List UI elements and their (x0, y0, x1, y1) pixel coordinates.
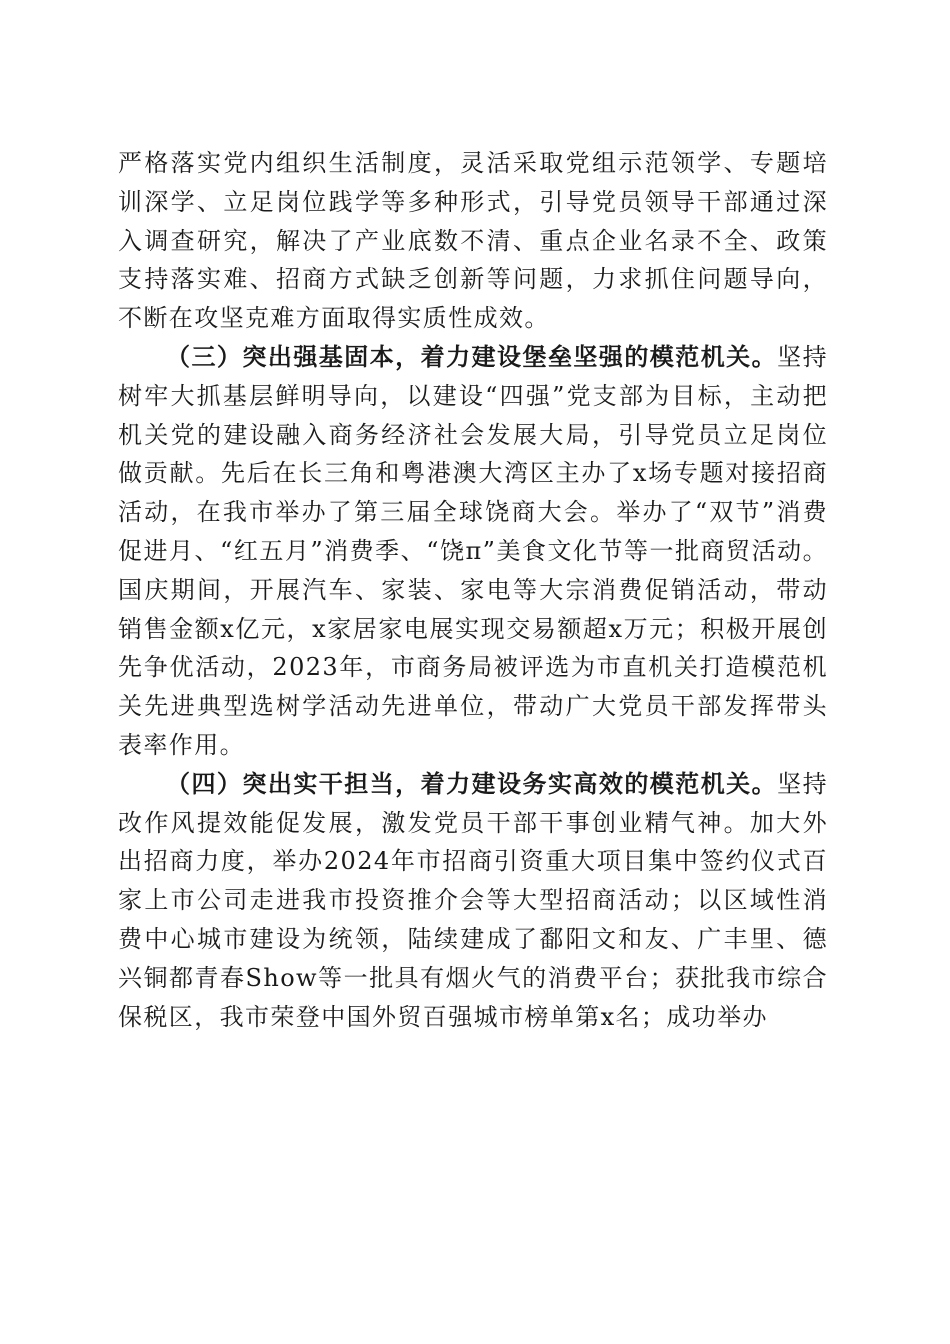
paragraph-continuation (118, 144, 828, 338)
paragraph-text: 坚持树牢大抓基层鲜明导向，以建设“四强”党支部为目标，主动把机关党的建设融入商务经济社会发展大局，引导党员立足岗位做贡献。先后在长三角和粤港澳大湾区主办了x场专题对接招商活动，在我市举办了第三届全球饶商大会。举办了“双节”消费促进月、“红五月”消费季、“饶π”美食文化节等一批商贸活动。国庆期间，开展汽车、家装、家电等大宗消费促销活动，带动销售金额x亿元，x家居家电展实现交易额超x万元；积极开展创先争优活动，2023年，市商务局被评选为市直机关打造模范机关先进典型选树学活动先进单位，带动广大党员干部发挥带头表率作用。 (118, 342, 828, 759)
paragraph-text: 严格落实党内组织生活制度，灵活采取党组示范领学、专题培训深学、立足岗位践学等多种形式，引导党员领导干部通过深入调查研究，解决了产业底数不清、重点企业名录不全、政策支持落实难、招商方式缺乏创新等问题，力求抓住问题导向，不断在攻坚克难方面取得实质性成效。 (118, 149, 828, 333)
section-heading-4: （四）突出实干担当，着力建设务实高效的模范机关。 (166, 768, 778, 798)
paragraph-text: 坚持改作风提效能促发展，激发党员干部干事创业精气神。加大外出招商力度，举办2024年市招商引资重大项目集中签约仪式百家上市公司走进我市投资推介会等大型招商活动；以区域性消费中心城市建设为统领，陆续建成了鄱阳文和友、广丰里、德兴铜都青春Show等一批具有烟火气的消费平台；获批我市综合保税区，我市荣登中国外贸百强城市榜单第x名；成功举办 (118, 769, 828, 1031)
document-body (118, 144, 828, 1036)
paragraph-section-4 (118, 765, 828, 1037)
paragraph-section-3 (118, 338, 828, 765)
section-heading-3: （三）突出强基固本，着力建设堡垒坚强的模范机关。 (166, 341, 778, 371)
